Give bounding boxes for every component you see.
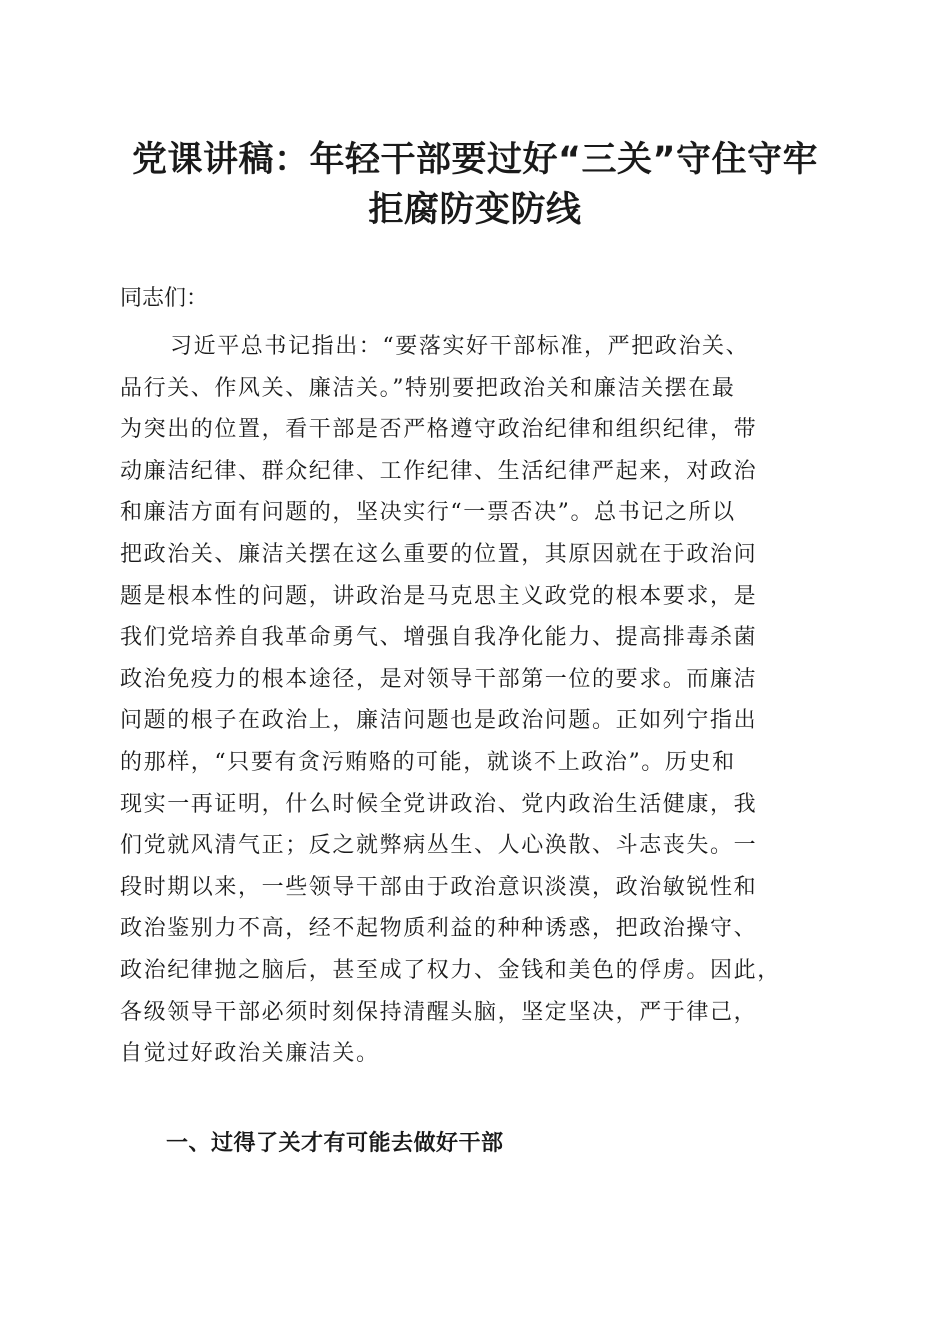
paragraph-line: 政治免疫力的根本途径，是对领导干部第一位的要求。而廉洁 bbox=[120, 666, 758, 692]
paragraph-line: 的那样，“只要有贪污贿赂的可能，就谈不上政治”。历史和 bbox=[120, 749, 736, 775]
paragraph-line: 把政治关、廉洁关摆在这么重要的位置，其原因就在于政治问 bbox=[120, 541, 758, 567]
paragraph-line: 各级领导干部必须时刻保持清醒头脑，坚定坚决，严于律己， bbox=[120, 999, 758, 1025]
document-title-line-1: 党课讲稿：年轻干部要过好“三关”守住守牢 bbox=[131, 140, 818, 180]
body-paragraph bbox=[120, 326, 826, 1075]
paragraph-line: 和廉洁方面有问题的，坚决实行“一票否决”。总书记之所以 bbox=[120, 500, 736, 526]
paragraph-line: 政治纪律抛之脑后，甚至成了权力、金钱和美色的俘虏。因此， bbox=[120, 957, 781, 983]
paragraph-line: 现实一再证明，什么时候全党讲政治、党内政治生活健康，我 bbox=[120, 791, 758, 817]
salutation: 同志们： bbox=[120, 286, 209, 311]
section-heading: 一、过得了关才有可能去做好干部 bbox=[166, 1131, 504, 1156]
paragraph-line: 自觉过好政治关廉洁关。 bbox=[120, 1041, 380, 1067]
paragraph-line: 段时期以来，一些领导干部由于政治意识淡漠，政治敏锐性和 bbox=[120, 874, 758, 900]
paragraph-line: 我们党培养自我革命勇气、增强自我净化能力、提高排毒杀菌 bbox=[120, 625, 758, 651]
paragraph-line: 问题的根子在政治上，廉洁问题也是政治问题。正如列宁指出 bbox=[120, 708, 758, 734]
paragraph-line: 习近平总书记指出：“要落实好干部标准，严把政治关、 bbox=[170, 334, 750, 359]
paragraph-line: 题是根本性的问题，讲政治是马克思主义政党的根本要求，是 bbox=[120, 583, 758, 609]
paragraph-line: 品行关、作风关、廉洁关。”特别要把政治关和廉洁关摆在最 bbox=[120, 375, 736, 401]
paragraph-line: 们党就风清气正；反之就弊病丛生、人心涣散、斗志丧失。一 bbox=[120, 833, 758, 859]
paragraph-line: 政治鉴别力不高，经不起物质利益的种种诱惑，把政治操守、 bbox=[120, 916, 758, 942]
document-title-line-2: 拒腐防变防线 bbox=[368, 190, 582, 230]
paragraph-line: 动廉洁纪律、群众纪律、工作纪律、生活纪律严起来，对政治 bbox=[120, 458, 758, 484]
paragraph-line: 为突出的位置，看干部是否严格遵守政治纪律和组织纪律，带 bbox=[120, 417, 758, 443]
